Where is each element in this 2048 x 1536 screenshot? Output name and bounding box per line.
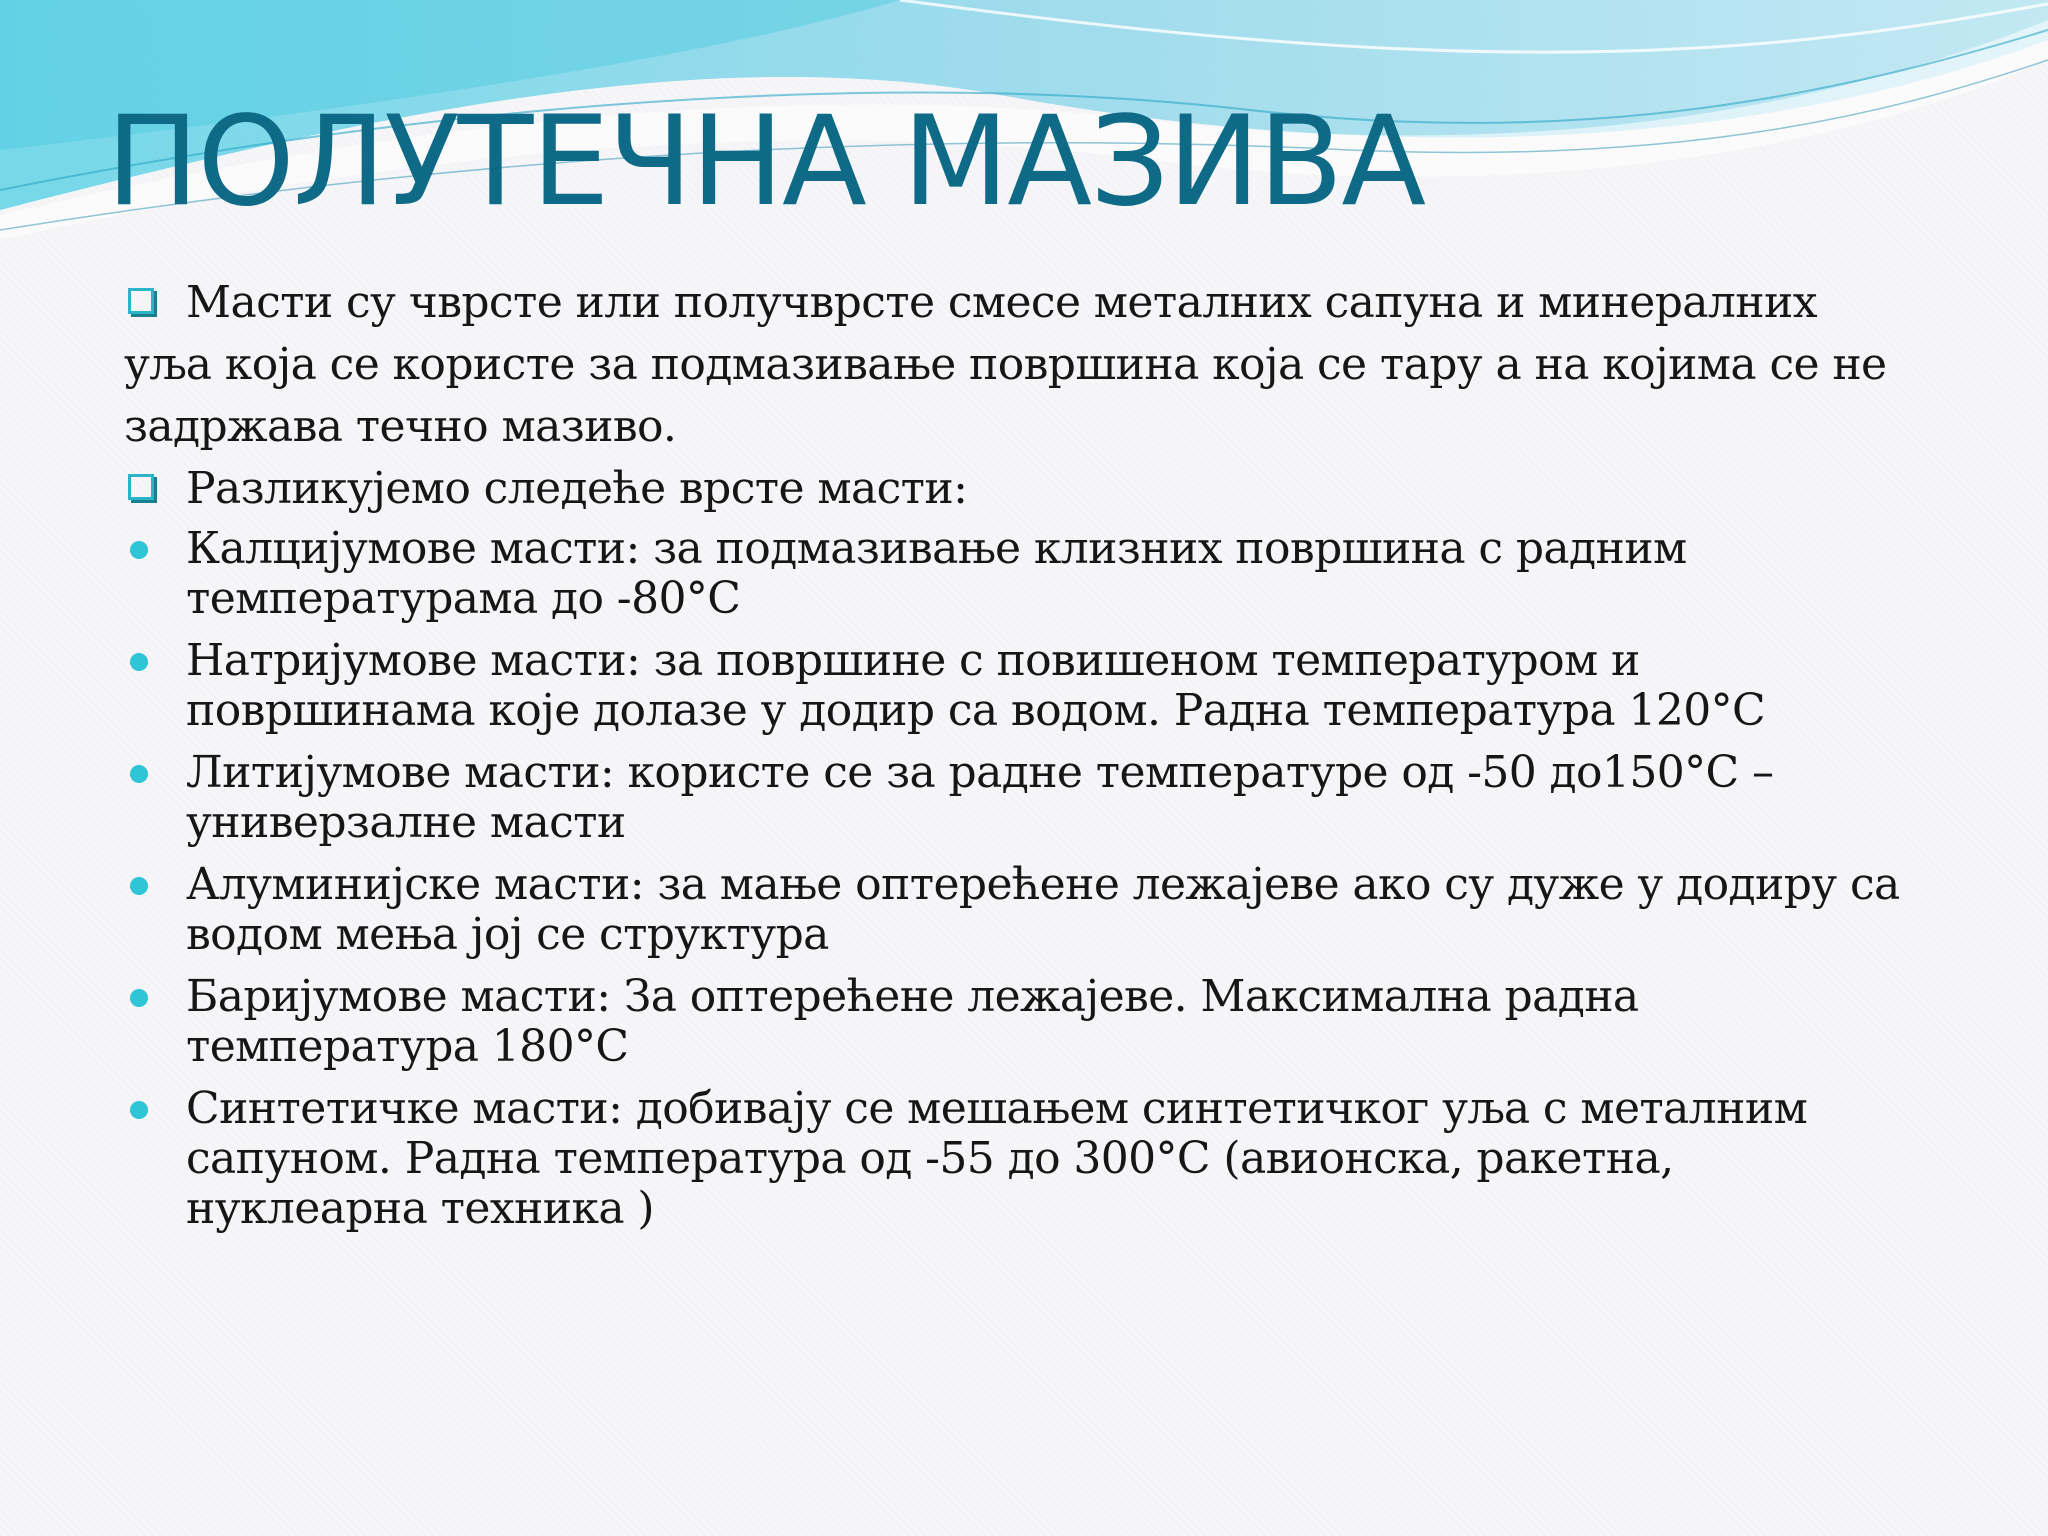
bullet-dot-icon	[130, 1101, 148, 1119]
intro-paragraph	[124, 272, 1924, 458]
bullet-dot-icon	[130, 877, 148, 895]
list-item-text: Натријумове масти: за површине с повишеном температуром и површинама које долазе у додир са водом. Радна температура 120°C	[186, 635, 1766, 736]
bullet-dot-icon	[130, 989, 148, 1007]
grease-types-list	[124, 524, 1924, 1234]
bullet-dot-icon	[130, 765, 148, 783]
intro-line-rest: уља која се користе за подмазивање површина која се тару а на којима се не задржава течно мазиво.	[124, 339, 1887, 452]
list-item-text: Литијумове масти: користе се за радне температуре од -50 до150°C – универзалне масти	[186, 747, 1774, 848]
list-item-text: Алуминијске масти: за мање оптерећене лежајеве ако су дуже у додиру са водом мења јој се структура	[186, 859, 1900, 960]
hollow-square-icon	[128, 288, 154, 314]
hollow-square-icon	[128, 474, 154, 500]
subheading-text: Разликујемо следеће врсте масти:	[186, 463, 968, 514]
list-item	[124, 636, 1924, 736]
list-item	[124, 972, 1924, 1072]
list-item	[124, 1084, 1924, 1234]
slide-title: ПОЛУТЕЧНА МАЗИВА	[106, 90, 1425, 234]
intro-line-1: Масти су чврсте или получврсте смесе металних сапуна и минералних	[186, 277, 1817, 328]
list-item-text: Баријумове масти: За оптерећене лежајеве. Максимална радна температура 180°C	[186, 971, 1639, 1072]
list-item	[124, 748, 1924, 848]
list-item-text: Синтетичке масти: добивају се мешањем синтетичког уља с металним сапуном. Радна температура од -55 до 300°C (авионска, ракетна, нуклеарна техника )	[186, 1083, 1808, 1234]
subheading	[124, 458, 1924, 520]
list-item	[124, 524, 1924, 624]
list-item	[124, 860, 1924, 960]
bullet-dot-icon	[130, 541, 148, 559]
list-item-text: Калцијумове масти: за подмазивање клизних површина с радним температурама до -80°C	[186, 523, 1687, 624]
bullet-dot-icon	[130, 653, 148, 671]
slide-body	[124, 272, 1924, 1246]
